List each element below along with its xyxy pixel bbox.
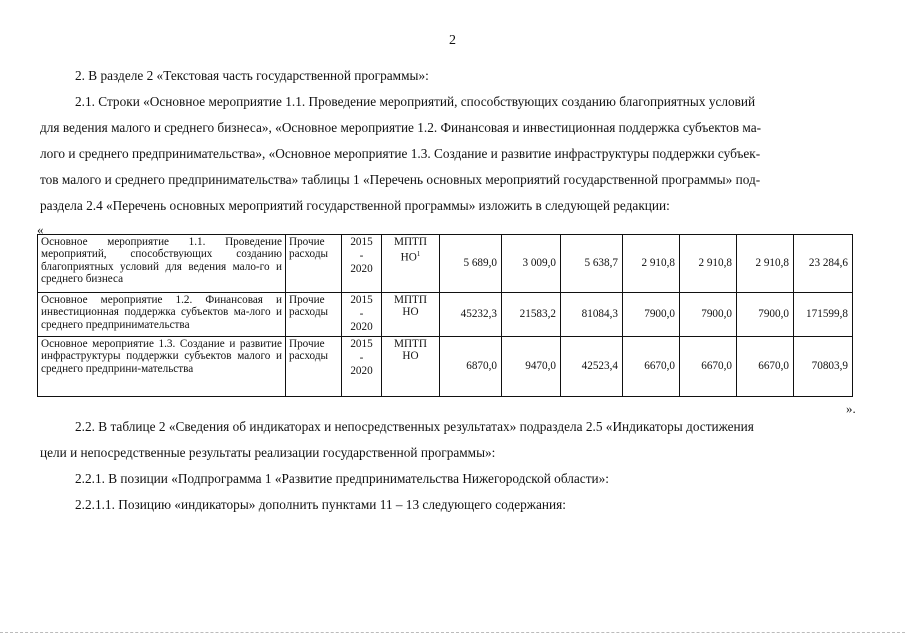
year-end: 2020: [350, 365, 373, 377]
year-dash: -: [359, 249, 364, 262]
value-cell: 45232,3: [440, 293, 502, 337]
period-cell: [342, 337, 382, 397]
table-row: [38, 337, 853, 397]
total-cell: 171599,8: [794, 293, 853, 337]
value-cell: 7900,0: [623, 293, 680, 337]
value-cell: 5 689,0: [440, 235, 502, 293]
funding-source: МПТП НО: [394, 236, 427, 265]
year-end: 2020: [350, 263, 373, 275]
paragraph-line: 2.1. Строки «Основное мероприятие 1.1. Проведение мероприятий, способствующих созданию благоприятных условий: [75, 94, 756, 109]
funding-source-cell: [382, 235, 440, 293]
footnote-mark: 1: [416, 250, 421, 259]
value-cell: 21583,2: [502, 293, 561, 337]
paragraph-line: лого и среднего предпринимательства», «Основное мероприятие 1.3. Создание и развитие инфраструктуры поддержки субъек-: [40, 146, 761, 161]
paragraph-2-2-1: 2.2.1. В позиции «Подпрограмма 1 «Развитие предпринимательства Нижегородской области»:: [75, 471, 609, 486]
funding-source: МПТП НО: [394, 294, 427, 319]
paragraph-line: 2.2. В таблице 2 «Сведения об индикаторах и непосредственных результатах» подраздела 2.5 «Индикаторы достижения: [75, 419, 754, 434]
opening-quote: «: [37, 222, 44, 237]
value-cell: 9470,0: [502, 337, 561, 397]
total-cell: 70803,9: [794, 337, 853, 397]
paragraph-line: для ведения малого и среднего бизнеса», «Основное мероприятие 1.2. Финансовая и инвестиционная поддержка субъектов ма-: [40, 120, 762, 135]
page-number: 2: [449, 33, 456, 48]
year-dash: -: [359, 351, 364, 364]
value-cell: 42523,4: [561, 337, 623, 397]
value-cell: 6870,0: [440, 337, 502, 397]
paragraph-2-2-1-1: 2.2.1.1. Позицию «индикаторы» дополнить пунктами 11 – 13 следующего содержания:: [75, 497, 566, 512]
funding-source-cell: [382, 293, 440, 337]
expense-type-cell: Прочие расходы: [286, 235, 342, 293]
measure-name-cell: Основное мероприятие 1.1. Проведение мероприятий, способствующих созданию благоприятных условий для ведения мало-го и среднего бизнеса: [38, 235, 286, 293]
funding-source: МПТП НО: [394, 338, 427, 363]
period-cell: [342, 293, 382, 337]
paragraph-line: цели и непосредственные результаты реализации государственной программы»:: [40, 445, 496, 460]
value-cell: 5 638,7: [561, 235, 623, 293]
table-row: [38, 235, 853, 293]
year-end: 2020: [350, 321, 373, 333]
year-start: 2015: [350, 294, 373, 306]
paragraph-line: раздела 2.4 «Перечень основных мероприятий государственной программы» изложить в следующей редакции:: [40, 198, 670, 213]
period-cell: [342, 235, 382, 293]
year-start: 2015: [350, 338, 373, 350]
total-cell: 23 284,6: [794, 235, 853, 293]
value-cell: 3 009,0: [502, 235, 561, 293]
year-start: 2015: [350, 236, 373, 248]
value-cell: 7900,0: [737, 293, 794, 337]
expense-type-cell: Прочие расходы: [286, 337, 342, 397]
expense-type-cell: Прочие расходы: [286, 293, 342, 337]
closing-quote: ».: [846, 401, 856, 416]
value-cell: 81084,3: [561, 293, 623, 337]
value-cell: 2 910,8: [680, 235, 737, 293]
funding-source-cell: [382, 337, 440, 397]
measures-table: [37, 234, 853, 397]
scan-edge: [0, 632, 905, 635]
table-row: [38, 293, 853, 337]
value-cell: 7900,0: [680, 293, 737, 337]
measure-name-cell: Основное мероприятие 1.2. Финансовая и инвестиционная поддержка субъектов ма-лого и среднего предпринимательства: [38, 293, 286, 337]
year-dash: -: [359, 307, 364, 320]
measure-name-cell: Основное мероприятие 1.3. Создание и развитие инфраструктуры поддержки субъектов малого и среднего предприни-мательства: [38, 337, 286, 397]
value-cell: 2 910,8: [737, 235, 794, 293]
paragraph-section-2: 2. В разделе 2 «Текстовая часть государственной программы»:: [75, 68, 429, 83]
value-cell: 6670,0: [737, 337, 794, 397]
paragraph-line: тов малого и среднего предпринимательства» таблицы 1 «Перечень основных мероприятий государственной программы» под-: [40, 172, 761, 187]
value-cell: 2 910,8: [623, 235, 680, 293]
value-cell: 6670,0: [623, 337, 680, 397]
value-cell: 6670,0: [680, 337, 737, 397]
